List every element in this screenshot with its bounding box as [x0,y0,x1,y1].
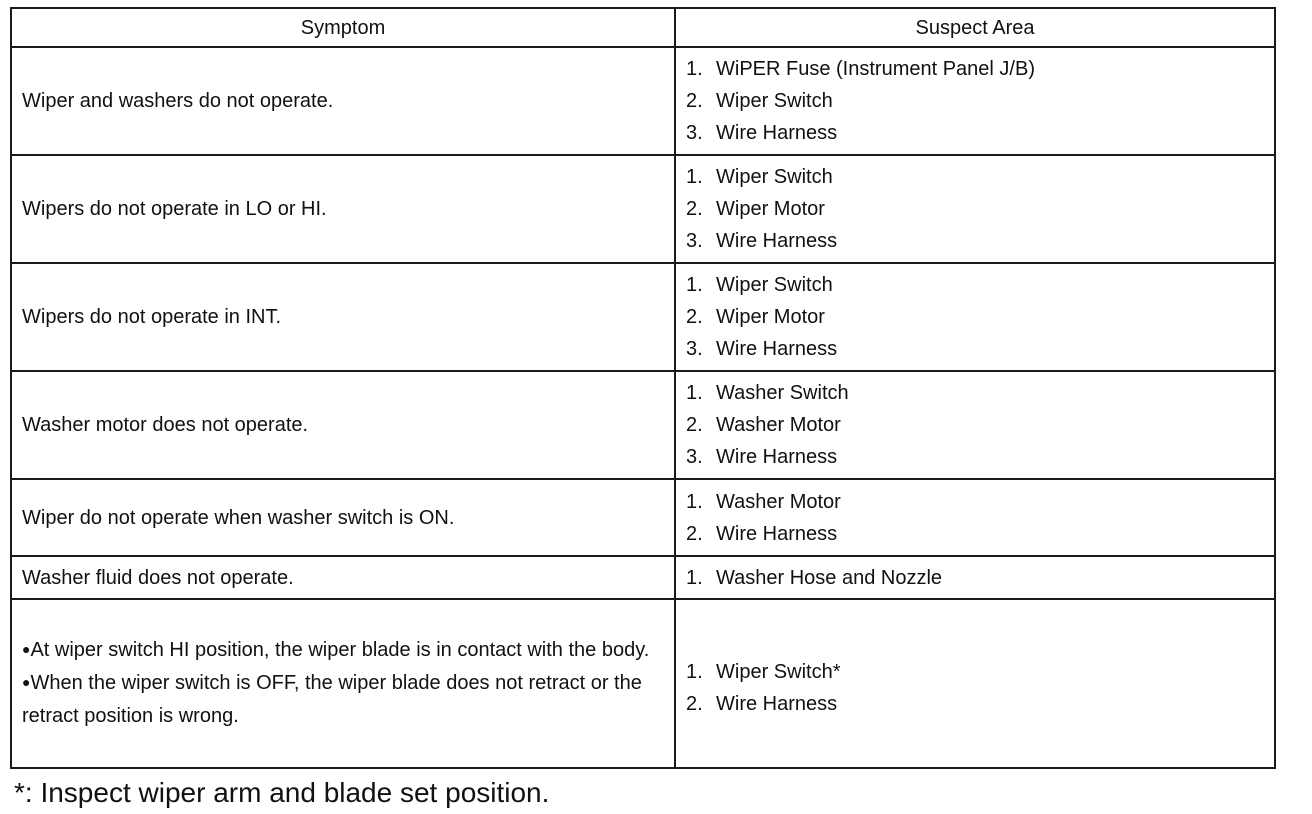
bullet-icon: ● [22,673,31,690]
symptom-cell: Wipers do not operate in INT. [11,263,675,371]
suspect-area-cell [675,155,1275,263]
item-number: 2. [686,692,703,715]
troubleshooting-table [10,7,1276,769]
suspect-item-label: Wiper Switch [716,90,833,112]
suspect-item [686,85,1264,117]
suspect-item-label: Washer Hose and Nozzle [716,566,943,589]
symptom-line-text: When the wiper switch is OFF, the wiper blade does not retract or the retract position is wrong. [22,671,642,727]
suspect-item-label: Wire Harness [716,446,838,468]
suspect-list [686,562,1264,594]
suspect-list [686,656,1264,720]
suspect-item-label: Washer Motor [716,490,841,513]
suspect-item [686,377,1264,409]
table-row [11,599,1275,768]
item-number: 3. [686,122,703,144]
table-header-row [11,8,1275,47]
suspect-item [686,441,1264,473]
suspect-list [686,486,1264,550]
suspect-area-header: Suspect Area [675,8,1275,47]
symptom-bullet-line [22,667,664,732]
suspect-item-label: Wire Harness [716,230,838,252]
suspect-item [686,161,1264,193]
item-number: 1. [686,660,703,683]
suspect-item-label: Wire Harness [716,692,838,715]
item-number: 1. [686,274,703,296]
item-number: 1. [686,166,703,188]
symptom-header: Symptom [11,8,675,47]
symptom-cell: Washer motor does not operate. [11,371,675,479]
symptom-bullet-line [22,634,664,667]
suspect-area-cell [675,371,1275,479]
suspect-list [686,53,1264,149]
suspect-item [686,333,1264,365]
item-number: 2. [686,90,703,112]
suspect-item [686,117,1264,149]
suspect-item [686,518,1264,550]
symptom-cell: Washer fluid does not operate. [11,556,675,599]
symptom-cell [11,599,675,768]
suspect-item [686,269,1264,301]
suspect-item-label: Wire Harness [716,338,838,360]
suspect-area-cell [675,556,1275,599]
suspect-item-label: WiPER Fuse (Instrument Panel J/B) [716,58,1035,80]
suspect-area-cell [675,47,1275,155]
suspect-item [686,193,1264,225]
suspect-item-label: Wiper Motor [716,198,825,220]
item-number: 1. [686,58,703,80]
suspect-item [686,301,1264,333]
suspect-item-label: Wiper Motor [716,306,825,328]
bullet-icon: ● [22,640,31,657]
item-number: 3. [686,338,703,360]
item-number: 1. [686,490,703,513]
table-row [11,47,1275,155]
item-number: 2. [686,522,703,545]
suspect-list [686,269,1264,365]
item-number: 2. [686,306,703,328]
suspect-area-cell [675,599,1275,768]
suspect-item [686,53,1264,85]
footnote: *: Inspect wiper arm and blade set position. [14,777,550,808]
suspect-item [686,688,1264,720]
suspect-item [686,409,1264,441]
suspect-item [686,562,1264,594]
item-number: 2. [686,198,703,220]
suspect-item [686,225,1264,257]
item-number: 2. [686,414,703,436]
table-row [11,155,1275,263]
suspect-item-label: Wiper Switch [716,166,833,188]
suspect-list [686,161,1264,257]
table-row [11,556,1275,599]
suspect-item-label: Wiper Switch* [716,660,841,683]
table-row [11,371,1275,479]
table-row [11,263,1275,371]
item-number: 1. [686,566,703,589]
symptom-cell: Wiper do not operate when washer switch is ON. [11,479,675,556]
symptom-cell: Wiper and washers do not operate. [11,47,675,155]
suspect-item-label: Wire Harness [716,522,838,545]
suspect-item-label: Washer Motor [716,414,841,436]
suspect-item [686,656,1264,688]
item-number: 1. [686,382,703,404]
suspect-item-label: Wire Harness [716,122,838,144]
item-number: 3. [686,446,703,468]
suspect-list [686,377,1264,473]
suspect-item-label: Wiper Switch [716,274,833,296]
item-number: 3. [686,230,703,252]
table-row [11,479,1275,556]
suspect-area-cell [675,263,1275,371]
suspect-item-label: Washer Switch [716,382,849,404]
suspect-area-cell [675,479,1275,556]
troubleshooting-table-container [10,7,1274,769]
symptom-line-text: At wiper switch HI position, the wiper blade is in contact with the body. [30,638,650,661]
suspect-item [686,486,1264,518]
symptom-cell: Wipers do not operate in LO or HI. [11,155,675,263]
